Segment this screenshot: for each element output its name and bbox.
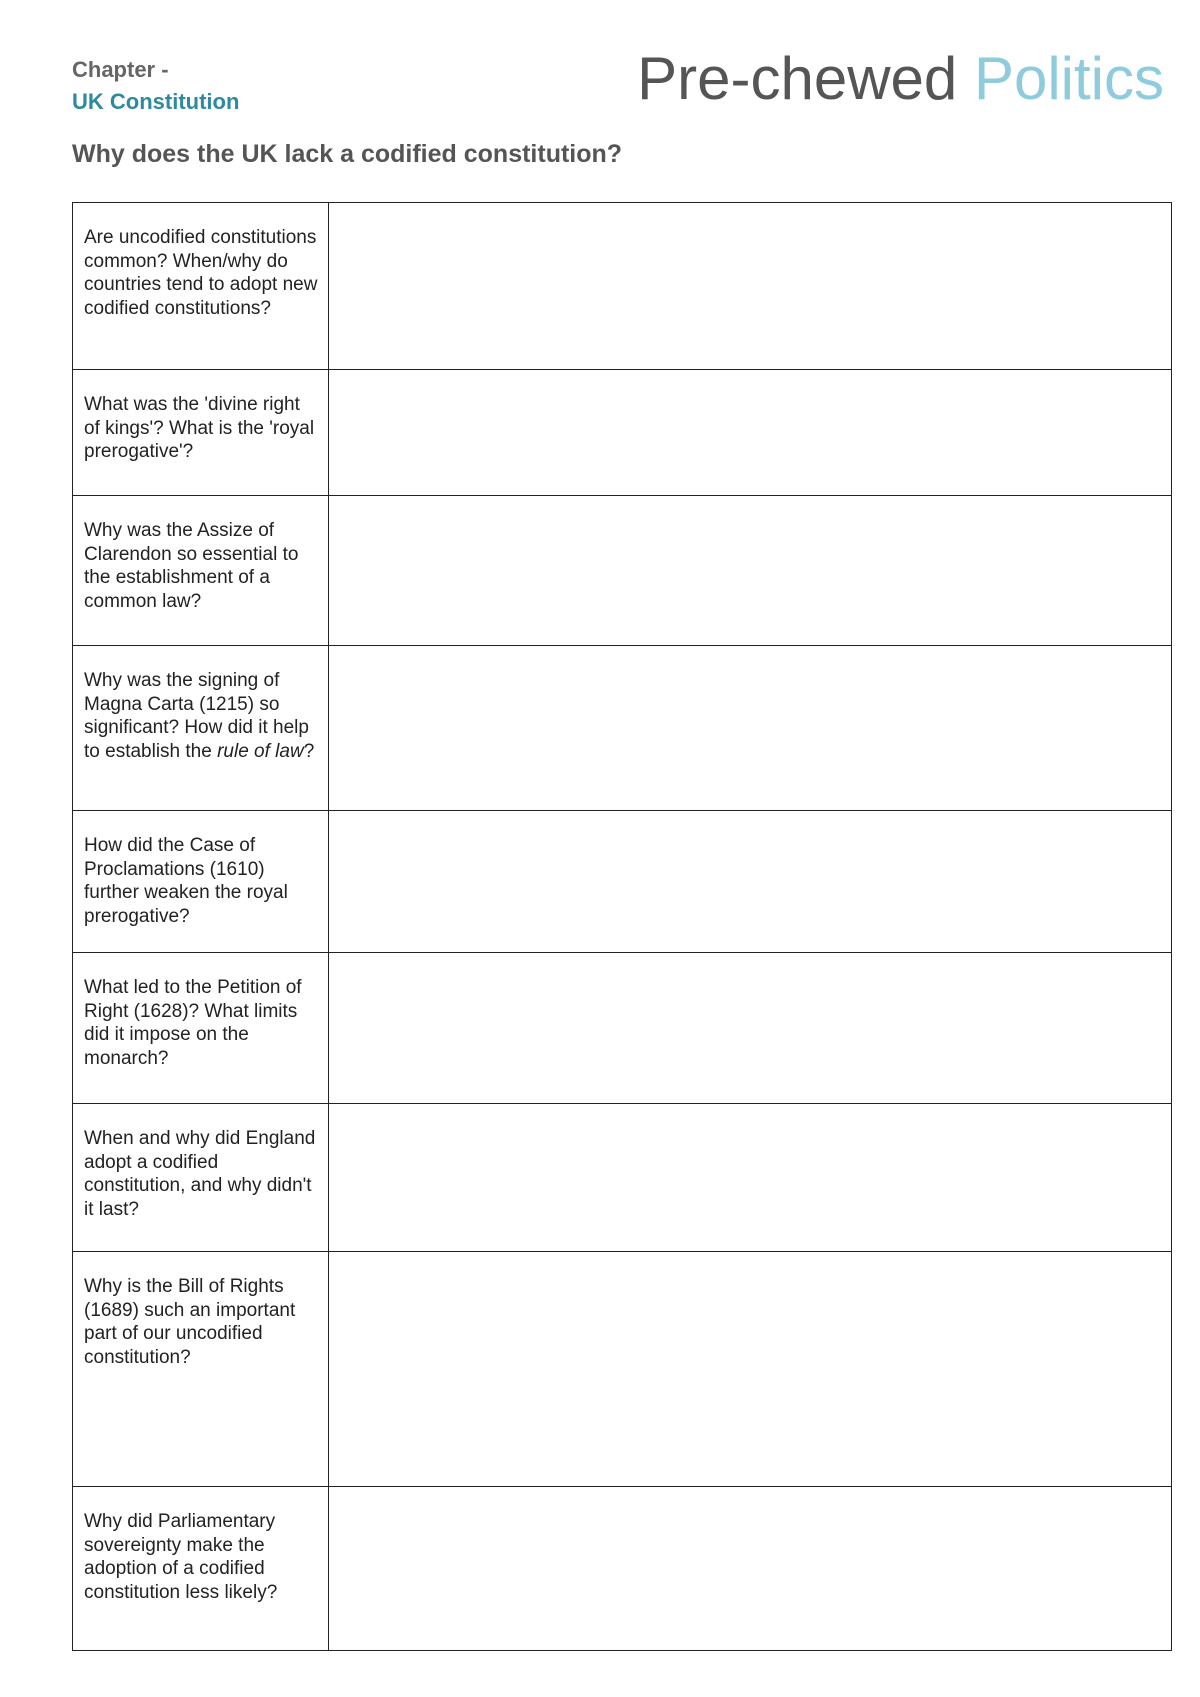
table-row <box>73 811 1172 953</box>
answer-cell[interactable] <box>329 370 1172 496</box>
row-prompt: Why is the Bill of Rights (1689) such an important part of our uncodified constitution? <box>73 1252 329 1487</box>
worksheet-question: Why does the UK lack a codified constitution? <box>72 140 623 168</box>
table-row <box>73 496 1172 646</box>
answer-cell[interactable] <box>329 1104 1172 1252</box>
row-prompt <box>73 646 329 811</box>
table-row <box>73 370 1172 496</box>
row-prompt: Are uncodified constitutions common? When/why do countries tend to adopt new codified constitutions? <box>73 203 329 370</box>
worksheet-table <box>72 202 1172 1651</box>
row-prompt: What was the 'divine right of kings'? What is the 'royal prerogative'? <box>73 370 329 496</box>
answer-cell[interactable] <box>329 811 1172 953</box>
row-prompt: How did the Case of Proclamations (1610) further weaken the royal prerogative? <box>73 811 329 953</box>
answer-cell[interactable] <box>329 646 1172 811</box>
brand-word-prechewed: Pre-chewed <box>637 45 958 112</box>
table-row <box>73 953 1172 1104</box>
answer-cell[interactable] <box>329 1252 1172 1487</box>
chapter-label: Chapter - <box>72 57 169 82</box>
row-prompt-end: ? <box>303 740 315 762</box>
answer-cell[interactable] <box>329 953 1172 1104</box>
row-prompt-italic: rule of law <box>217 740 304 762</box>
row-prompt: What led to the Petition of Right (1628)? What limits did it impose on the monarch? <box>73 953 329 1104</box>
brand-word-politics: Politics <box>973 45 1164 112</box>
table-row <box>73 1252 1172 1487</box>
answer-cell[interactable] <box>329 203 1172 370</box>
table-row <box>73 1487 1172 1651</box>
chapter-heading <box>72 54 239 118</box>
table-row <box>73 646 1172 811</box>
row-prompt: Why was the Assize of Clarendon so essential to the establishment of a common law? <box>73 496 329 646</box>
table-row <box>73 1104 1172 1252</box>
brand-logo <box>637 44 1164 114</box>
table-row <box>73 203 1172 370</box>
chapter-name: UK Constitution <box>72 89 240 114</box>
row-prompt: When and why did England adopt a codified constitution, and why didn't it last? <box>73 1104 329 1252</box>
answer-cell[interactable] <box>329 496 1172 646</box>
answer-cell[interactable] <box>329 1487 1172 1651</box>
row-prompt-text: Why was the signing of Magna Carta (1215) so significant? How did it help to establish the <box>84 670 309 762</box>
row-prompt: Why did Parliamentary sovereignty make the adoption of a codified constitution less likely? <box>73 1487 329 1651</box>
